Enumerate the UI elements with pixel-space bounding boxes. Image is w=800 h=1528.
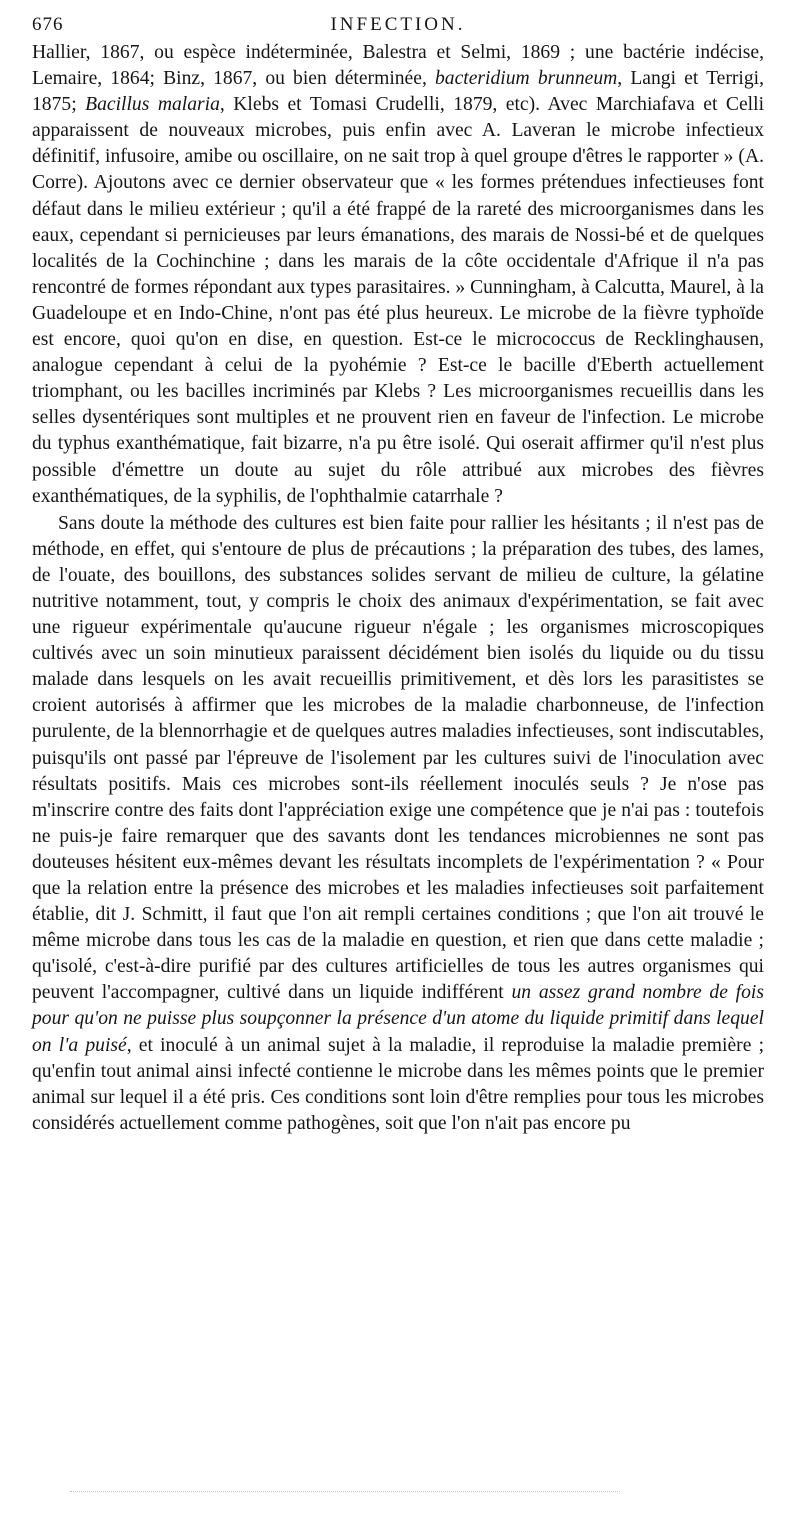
text-segment: Sans doute la méthode des cultures est bien faite pour rallier les hésitants ; il n'est pas de méthode, en effet, qui s'entoure de plus de précautions ; la préparation des tubes, des lames, de l'ouate, des bouillons, des substances solides servant de milieu de culture, la gélatine nutritive notamment, tout, y compris le choix des animaux d'expérimentation, se fait avec une rigueur expérimentale qu'aucune rigueur n'égale ; les organismes microscopiques cultivés avec un soin minutieux paraissent décidément bien isolés du liquide ou du tissu malade dans lesquels on les avait recueillis primitivement, et dès lors les parasitistes se croient autorisés à affirmer que les microbes de la maladie charbonneuse, de l'infection purulente, de la blennorrhagie et de quelques autres maladies infectieuses, sont indiscutables, puisqu'ils ont passé par l'épreuve de l'isolement par les cultures suivi de l'inoculation avec résultats positifs. Mais ces microbes sont-ils réellement inoculés seuls ? Je n'ose pas m'inscrire contre des faits dont l'appréciation exige une compétence que je n'ai pas : toutefois ne puis-je faire remarquer que des savants dont les tendances microbiennes ne sont pas douteuses hésitent eux-mêmes devant les résultats incomplets de l'expérimentation ? « Pour que la relation entre la présence des microbes et les maladies infectieuses soit parfaitement établie, dit J. Schmitt, il faut que l'on ait rempli certaines conditions ; que l'on ait trouvé le même microbe dans tous les cas de la maladie en question, et rien que dans cette maladie ; qu'isolé, c'est-à-dire purifié par des cultures artificielles de tous les autres organismes qui peuvent l'accompagner, cultivé dans un liquide indifférent xyxy=(32,512,764,1004)
page-header xyxy=(32,6,764,40)
text-segment: , Klebs et Tomasi Crudelli, 1879, etc). Avec Marchiafava et Celli apparaissent de nouveaux microbes, puis enfin avec A. Laveran le microbe infectieux définitif, infusoire, amibe ou oscillaire, on ne sait trop à quel groupe d'êtres le rapporter » (A. Corre). Ajoutons avec ce dernier observateur que « les formes prétendues infectieuses font défaut dans le milieu extérieur ; qu'il a été frappé de la rareté des microorganismes dans les eaux, cependant si pernicieuses par leurs émanations, des marais de Nossi-bé et de quelques localités de la Cochinchine ; dans les marais de la côte occidentale d'Afrique il n'a pas rencontré de formes répondant aux types parasitaires. » Cunningham, à Calcutta, Maurel, à la Guadeloupe et en Indo-Chine, n'ont pas été plus heureux. Le microbe de la fièvre typhoïde est encore, quoi qu'on en dise, en question. Est-ce le micrococcus de Recklinghausen, analogue cependant à celui de la pyohémie ? Est-ce le bacille d'Eberth actuellement triomphant, ou les bacilles incriminés par Klebs ? Les microorganismes recueillis dans les selles dysentériques sont multiples et ne prouvent rien en faveur de l'infection. Le microbe du typhus exanthématique, fait bizarre, n'a pu être isolé. Qui oserait affirmer qu'il n'est plus possible d'émettre un doute au sujet du rôle attribué aux microbes des fièvres exanthématiques, de la syphilis, de l'ophthalmie catarrhale ? xyxy=(32,94,765,507)
running-title: INFECTION. xyxy=(330,14,466,35)
italic-text-segment: un assez grand nombre de fois pour qu'on ne puisse plus soupçonner la présence d'un atome du liquide primitif dans lequel on l'a puisé xyxy=(32,982,764,1056)
paragraph xyxy=(32,511,764,1137)
italic-text-segment: bacteridium brunneum xyxy=(435,68,618,90)
body-text xyxy=(32,40,764,1137)
italic-text-segment: Bacillus malaria xyxy=(85,94,220,116)
footer-bleed-through xyxy=(70,1491,620,1494)
text-segment: , et inoculé à un animal sujet à la maladie, il reproduise la maladie première ; qu'enfin tout animal ainsi infecté contienne le microbe dans les mêmes points que le premier animal sur lequel il a été pris. Ces conditions sont loin d'être remplies pour tous les microbes considérés actuellement comme pathogènes, soit que l'on n'ait pas encore pu xyxy=(32,1034,765,1134)
page-number: 676 xyxy=(32,14,64,35)
book-page xyxy=(32,0,764,1137)
paragraph xyxy=(32,40,764,510)
text-segment: Hallier, 1867, ou espèce indéterminée, Balestra et Selmi, 1869 ; une bactérie indécise, Lemaire, 1864; Binz, 1867, ou bien déterminée, xyxy=(32,42,764,90)
text-segment: , Langi et Terrigi, 1875; xyxy=(32,68,765,116)
